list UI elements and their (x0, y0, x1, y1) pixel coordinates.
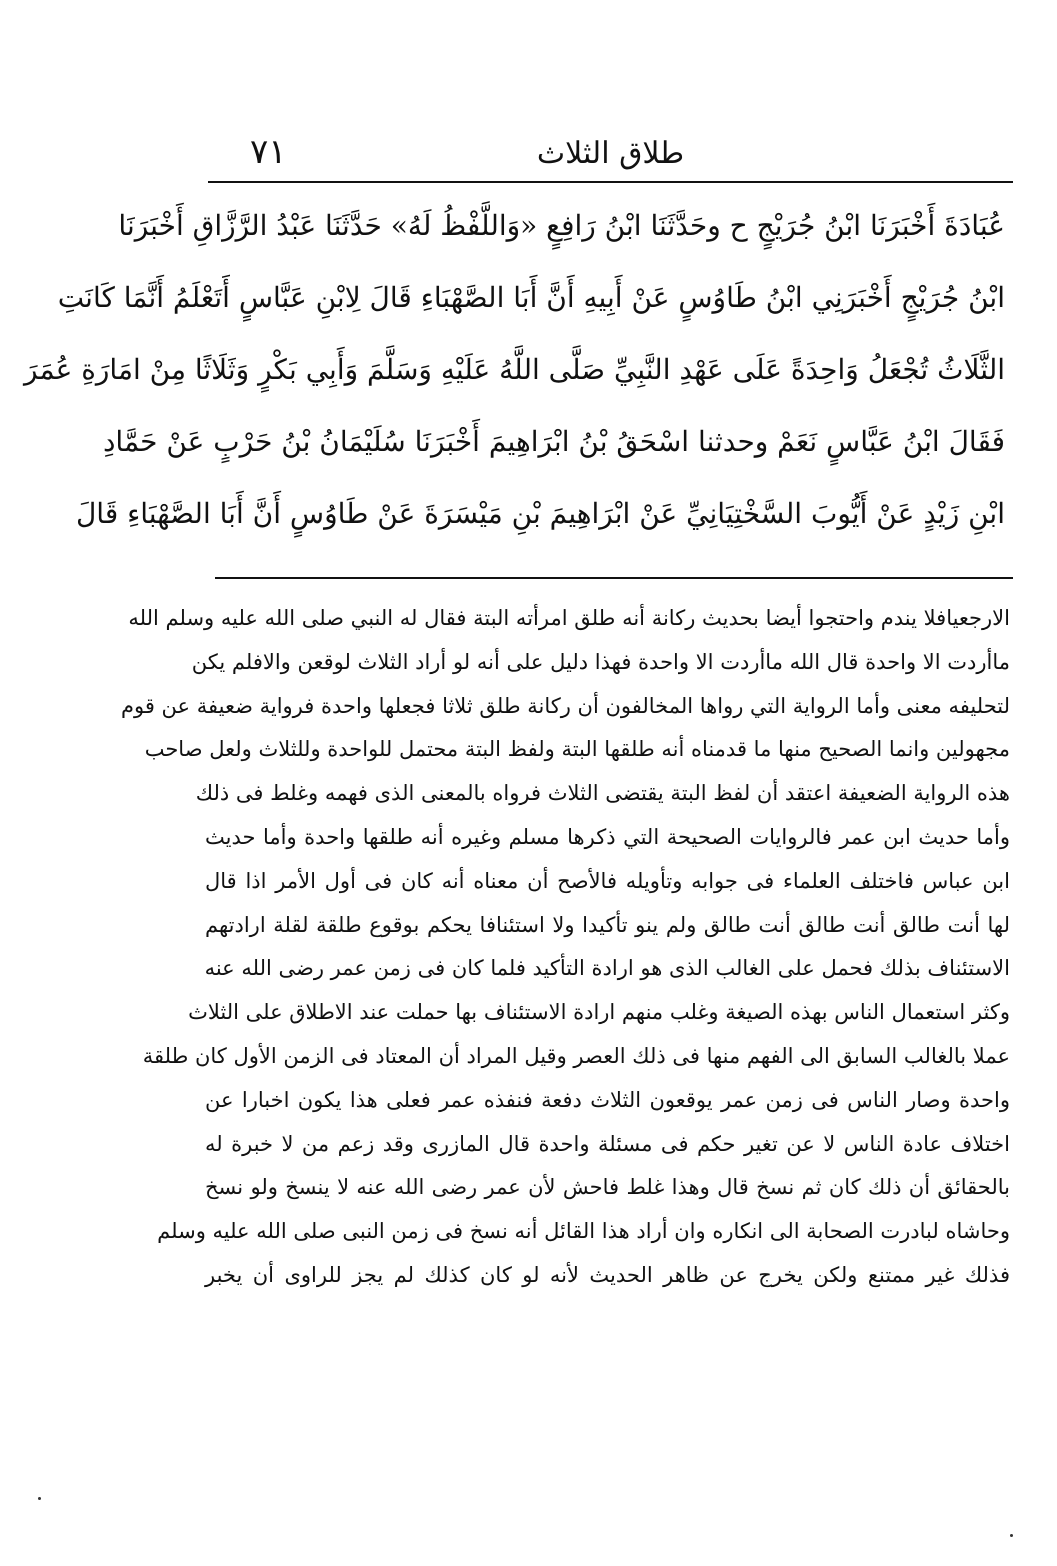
hadith-text (24, 190, 1005, 550)
page-number: ٧١ (250, 132, 287, 172)
hadith-line: الثَّلَاثُ تُجْعَلُ وَاحِدَةً عَلَى عَهْدِ النَّبِيِّ صَلَّى اللَّهُ عَلَيْهِ وَسَلَّمَ وَأَبِي بَكْرٍ وَثَلَاثًا مِنْ امَارَةِ عُمَرَ (24, 353, 1005, 386)
running-title: طلاق الثلاث (536, 136, 685, 171)
commentary-line: اختلاف عادة الناس لا عن تغير حكم فى مسئلة واحدة قال المازرى وقد زعم من لا خبرة له (205, 1131, 1010, 1156)
section-divider (215, 577, 1013, 579)
page-header (208, 130, 1013, 178)
scan-speck (1010, 1534, 1013, 1537)
hadith-line: ابْنُ جُرَيْجٍ أَخْبَرَنِي ابْنُ طَاوُسٍ عَنْ أَبِيهِ أَنَّ أَبَا الصَّهْبَاءِ قَالَ لِابْنِ عَبَّاسٍ أَتَعْلَمُ أَنَّمَا كَانَتِ (57, 281, 1005, 314)
commentary-line: بالحقائق أن ذلك كان ثم نسخ قال وهذا غلط فاحش لأن عمر رضى الله عنه لا ينسخ ولو نسخ (205, 1175, 1010, 1200)
commentary-line: مجهولين وانما الصحيح منها ما قدمناه أنه طلقها البتة ولفظ البتة محتمل للواحدة وللثلاث ولعل صاحب (144, 737, 1010, 762)
commentary-line: وكثر استعمال الناس بهذه الصيغة وغلب منهم ارادة الاستئناف بها حملت عند الاطلاق على الثلاث (188, 1000, 1010, 1025)
commentary-text (120, 597, 1010, 1298)
commentary-line: لتحليفه معنى وأما الرواية التي رواها المخالفون أن ركانة طلق ثلاثا فجعلها واحدة فرواية ضعيفة عن قوم (120, 693, 1010, 718)
commentary-line: ماأردت الا واحدة قال الله ماأردت الا واحدة فهذا دليل على أنه لو أراد الثلاث لوقعن والافلم يكن (191, 649, 1010, 674)
commentary-line: الارجعيافلا يندم واحتجوا أيضا بحديث ركانة أنه طلق امرأته البتة فقال له النبي صلى الله عليه وسلم الله (128, 606, 1010, 630)
commentary-line: لها أنت طالق أنت طالق أنت طالق ولم ينو تأكيدا ولا استئنافا يحكم بوقوع طلقة لقلة ارادتهم (205, 912, 1010, 937)
commentary-line: وحاشاه لبادرت الصحابة الى انكاره وان أراد هذا القائل أنه نسخ فى زمن النبى صلى الله عليه وسلم (157, 1219, 1010, 1244)
commentary-line: الاستئناف بذلك فحمل على الغالب الذى هو ارادة التأكيد فلما كان فى زمن عمر رضى الله عنه (204, 956, 1010, 981)
hadith-line: ابْنِ زَيْدٍ عَنْ أَيُّوبَ السَّخْتِيَانِيِّ عَنْ ابْرَاهِيمَ بْنِ مَيْسَرَةَ عَنْ طَاوُسٍ أَنَّ أَبَا الصَّهْبَاءِ قَالَ (75, 497, 1005, 530)
hadith-line: عُبَادَةَ أَخْبَرَنَا ابْنُ جُرَيْجٍ ح وحَدَّثَنَا ابْنُ رَافِعٍ «وَاللَّفْظُ لَهُ» حَدَّثَنَا عَبْدُ الرَّزَّاقِ أَخْبَرَنَا (118, 209, 1005, 242)
scan-speck (38, 1497, 41, 1500)
commentary-line: فذلك غير ممتنع ولكن يخرج عن ظاهر الحديث لأنه لو كان كذلك لم يجز للراوى أن يخبر (205, 1262, 1010, 1287)
commentary-line: وأما حديث ابن عمر فالروايات الصحيحة التي ذكرها مسلم وغيره أنه طلقها واحدة وأما حديث (205, 824, 1010, 849)
commentary-line: هذه الرواية الضعيفة اعتقد أن لفظ البتة يقتضى الثلاث فرواه بالمعنى الذى فهمه وغلط فى ذلك (195, 781, 1010, 806)
header-rule (208, 181, 1013, 183)
commentary-line: ابن عباس فاختلف العلماء فى جوابه وتأويله فالأصح أن معناه أنه كان فى أول الأمر اذا قال (205, 868, 1010, 893)
hadith-line: فَقَالَ ابْنُ عَبَّاسٍ نَعَمْ وحدثنا اسْحَقُ بْنُ ابْرَاهِيمَ أَخْبَرَنَا سُلَيْمَانُ بْنُ حَرْبٍ عَنْ حَمَّادِ (102, 425, 1005, 458)
commentary-line: واحدة وصار الناس فى زمن عمر يوقعون الثلاث دفعة فنفذه عمر فعلى هذا يكون اخبارا عن (205, 1087, 1010, 1112)
commentary-line: عملا بالغالب السابق الى الفهم منها فى ذلك العصر وقيل المراد أن المعتاد فى الزمن الأول كان طلقة (142, 1043, 1010, 1068)
